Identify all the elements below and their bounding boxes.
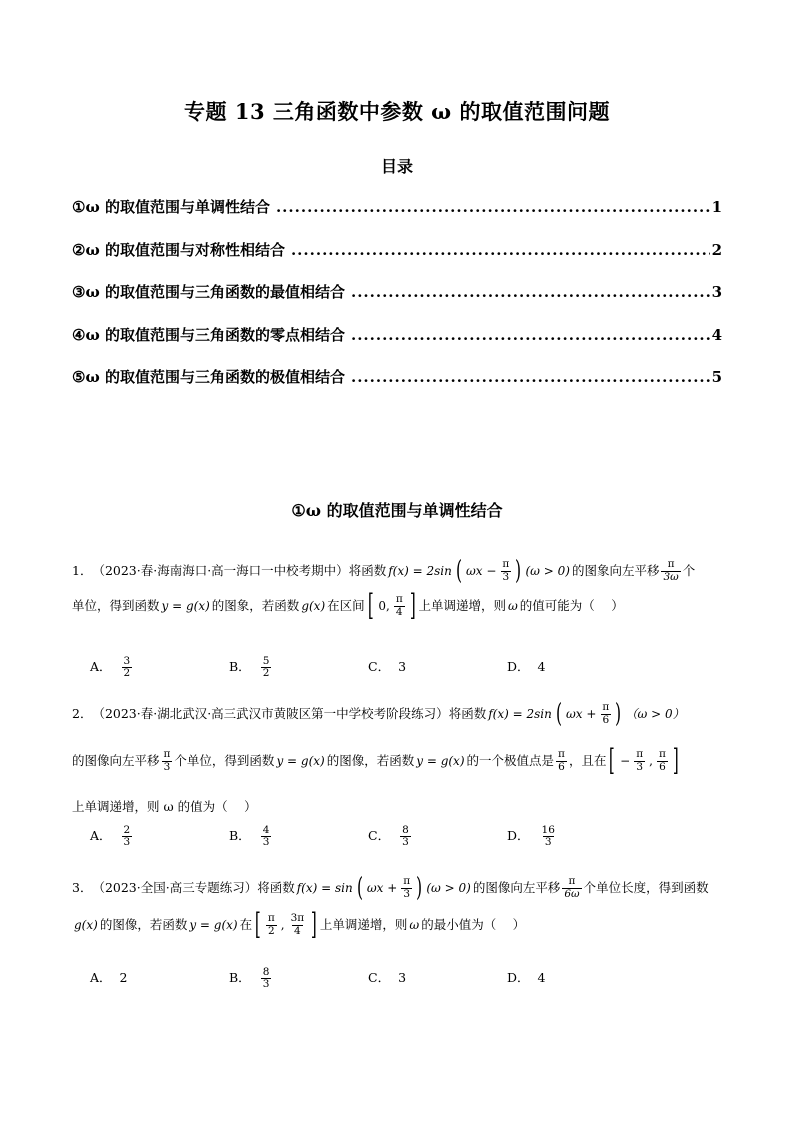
denominator: 3ω	[663, 570, 679, 583]
function-expression: y = g(x)	[161, 599, 210, 613]
toc-entry-label: ④ω 的取值范围与三角函数的零点相结合	[72, 325, 345, 344]
condition: (ω > 0)	[426, 881, 471, 895]
numerator: 3π	[290, 912, 305, 925]
section-heading: ①ω 的取值范围与单调性结合	[291, 501, 503, 520]
interval-start: 0,	[378, 599, 390, 613]
fraction	[657, 749, 668, 772]
choice-letter: D．	[507, 970, 530, 986]
fraction	[634, 749, 645, 772]
choice-c[interactable]	[368, 656, 507, 679]
choice-letter: C．	[368, 970, 391, 986]
choice-value: 4	[537, 970, 546, 986]
question-text: 上单调递增，则	[319, 916, 408, 932]
question-1-line-2	[72, 588, 624, 623]
function-argument: ωx +	[565, 707, 597, 721]
answer-choices	[90, 656, 646, 679]
choice-letter: D．	[507, 659, 530, 675]
choice-c[interactable]	[368, 967, 507, 990]
fraction	[122, 825, 133, 848]
right-paren: )	[615, 699, 622, 729]
denominator: 3	[636, 760, 644, 773]
denominator: 2	[267, 924, 275, 937]
numerator: π	[568, 875, 576, 888]
toc-entry-label: ⑤ω 的取值范围与三角函数的极值相结合	[72, 368, 345, 386]
toc-entry-label: ②ω 的取值范围与对称性相结合	[72, 240, 285, 259]
fraction	[540, 825, 557, 848]
fraction	[661, 559, 680, 582]
question-2-line-3	[72, 801, 257, 814]
numerator: π	[267, 912, 275, 925]
numerator: 2	[123, 824, 131, 836]
fraction	[556, 749, 567, 772]
numerator: 8	[402, 824, 409, 836]
choice-b[interactable]	[229, 825, 368, 848]
question-text: 个单位长度，得到函数	[583, 879, 709, 895]
denominator: 4	[395, 605, 403, 618]
denominator: 3	[502, 570, 510, 583]
denominator: 6	[659, 760, 666, 773]
question-text: 将函数	[257, 879, 295, 895]
fraction	[600, 702, 611, 725]
choice-d[interactable]	[507, 825, 646, 848]
condition: （ω > 0）	[625, 707, 685, 721]
toc-entry[interactable]	[72, 324, 722, 367]
choice-b[interactable]	[229, 967, 368, 990]
fraction	[500, 559, 511, 582]
toc-entry-label: ①ω 的取值范围与单调性结合	[72, 198, 270, 216]
question-1-line-1	[72, 558, 695, 584]
question-text: 上单调递增，则 ω 的值为（ ）	[72, 799, 257, 814]
table-of-contents	[72, 196, 722, 409]
fraction	[162, 749, 173, 772]
numerator: π	[602, 701, 610, 714]
question-text: 在	[239, 916, 253, 932]
question-3-line-1	[72, 875, 709, 901]
question-text: 的图象向左平移	[571, 562, 660, 578]
numerator: π	[163, 748, 171, 761]
omega-symbol: ω	[409, 918, 420, 932]
choice-value: 4	[537, 659, 546, 675]
numerator: 4	[262, 824, 270, 836]
choice-c[interactable]	[368, 825, 507, 848]
question-number: 2．	[72, 705, 93, 721]
right-bracket: ]	[672, 743, 679, 778]
numerator: 3	[123, 655, 131, 667]
denominator: 3	[544, 836, 552, 849]
question-source: （2023·全国·高三专题练习）	[92, 879, 258, 895]
question-text: ，且在	[568, 752, 607, 768]
toc-entry-page: 1	[711, 198, 722, 216]
choice-b[interactable]	[229, 656, 368, 679]
toc-leader-dots	[351, 326, 710, 344]
fraction	[401, 876, 412, 899]
choice-a[interactable]	[90, 825, 229, 848]
choice-letter: A．	[90, 828, 112, 844]
question-text: 个	[682, 562, 696, 578]
toc-entry[interactable]	[72, 281, 722, 324]
toc-entry[interactable]	[72, 366, 722, 409]
toc-leader-dots	[291, 241, 710, 259]
left-paren: (	[455, 556, 462, 586]
function-expression: f(x) = 2sin	[388, 564, 452, 578]
question-text: 将函数	[448, 705, 487, 721]
numerator: π	[403, 875, 411, 888]
function-expression: y = g(x)	[189, 918, 238, 932]
question-2-line-2	[72, 743, 682, 778]
numerator: π	[658, 748, 666, 761]
toc-leader-dots	[351, 368, 710, 386]
toc-entry-page: 3	[711, 283, 722, 301]
left-paren: (	[356, 873, 363, 903]
question-text: 的图像，若函数	[326, 752, 415, 768]
denominator: 2	[262, 667, 270, 680]
numerator: 8	[262, 966, 270, 978]
denominator: 3	[262, 836, 270, 849]
function-argument: ωx −	[465, 564, 497, 578]
condition: (ω > 0)	[525, 564, 570, 578]
numerator: π	[667, 558, 675, 571]
choice-value: 2	[119, 970, 128, 986]
choice-letter: C．	[368, 828, 391, 844]
left-paren: (	[555, 699, 562, 729]
left-bracket: [	[367, 588, 374, 623]
numerator: π	[502, 558, 510, 571]
answer-choices	[90, 825, 646, 848]
fraction	[261, 967, 272, 990]
choice-letter: A．	[90, 659, 112, 675]
right-paren: )	[416, 873, 423, 903]
comma: ,	[280, 918, 285, 932]
question-text: 个单位，得到函数	[174, 752, 275, 768]
question-text: 的图象，若函数	[211, 597, 300, 613]
fraction	[562, 876, 581, 899]
toc-entry-page: 4	[711, 325, 722, 344]
denominator: 3	[262, 978, 270, 991]
toc-entry-page: 2	[711, 240, 722, 259]
fraction	[261, 825, 272, 848]
question-number: 3．	[72, 879, 93, 895]
choice-d[interactable]	[507, 656, 646, 679]
function-argument: ωx +	[366, 881, 398, 895]
choice-d[interactable]	[507, 967, 646, 990]
page-title: 专题 13 三角函数中参数 ω 的取值范围问题	[184, 99, 610, 124]
right-paren: )	[515, 556, 522, 586]
fraction	[266, 913, 277, 936]
toc-leader-dots	[351, 283, 710, 301]
answer-choices	[90, 967, 646, 990]
function-expression: y = g(x)	[276, 754, 325, 768]
numerator: π	[395, 593, 403, 606]
function-expression: f(x) = sin	[296, 881, 353, 895]
denominator: 6ω	[564, 887, 580, 900]
choice-a[interactable]	[90, 967, 229, 990]
right-bracket: ]	[409, 588, 416, 623]
right-bracket: ]	[311, 907, 317, 942]
question-text: 单位，得到函数	[72, 597, 160, 613]
left-bracket: [	[609, 743, 616, 778]
choice-letter: B．	[229, 659, 251, 675]
fraction	[261, 656, 272, 679]
comma: ,	[649, 754, 653, 768]
toc-leader-dots	[276, 198, 710, 216]
question-text: 将函数	[348, 562, 387, 578]
denominator: 4	[294, 924, 301, 937]
toc-entry-label: ③ω 的取值范围与三角函数的最值相结合	[72, 283, 345, 301]
toc-entry[interactable]	[72, 239, 722, 282]
denominator: 3	[123, 836, 131, 849]
question-text: 的一个极值点是	[466, 752, 555, 768]
numerator: 16	[541, 824, 555, 836]
question-source: （2023·春·湖北武汉·高三武汉市黄陂区第一中学校考阶段练习）	[92, 705, 449, 721]
numerator: π	[636, 748, 644, 761]
toc-entry-page: 5	[711, 368, 722, 386]
denominator: 6	[602, 713, 610, 726]
toc-heading: 目录	[380, 157, 413, 176]
function-expression: g(x)	[301, 599, 326, 613]
denominator: 3	[403, 887, 411, 900]
choice-letter: D．	[507, 828, 530, 844]
question-3-line-2	[72, 907, 526, 942]
question-2-line-1	[72, 701, 687, 727]
question-text: 的图像向左平移	[472, 879, 561, 895]
function-expression: g(x)	[74, 918, 98, 932]
denominator: 3	[402, 836, 409, 849]
choice-a[interactable]	[90, 656, 229, 679]
fraction	[289, 913, 307, 936]
numerator: 5	[262, 655, 270, 667]
fraction	[122, 656, 133, 679]
minus-sign: −	[620, 754, 631, 768]
choice-letter: A．	[90, 970, 112, 986]
denominator: 2	[123, 667, 131, 680]
choice-letter: B．	[229, 970, 251, 986]
choice-letter: C．	[368, 659, 391, 675]
question-source: （2023·春·海南海口·高一海口一中校考期中）	[92, 562, 349, 578]
choice-value: 3	[398, 659, 407, 675]
question-text: 的最小值为（ ）	[421, 916, 526, 932]
omega-symbol: ω	[507, 599, 518, 613]
function-expression: f(x) = 2sin	[488, 707, 552, 721]
fraction	[400, 825, 411, 848]
numerator: π	[558, 748, 565, 761]
denominator: 6	[558, 760, 565, 773]
question-text: 的图像向左平移	[72, 752, 160, 768]
left-bracket: [	[255, 907, 261, 942]
question-text: 的值可能为（ ）	[519, 597, 624, 613]
fraction	[394, 594, 405, 617]
choice-letter: B．	[229, 828, 251, 844]
denominator: 3	[163, 760, 171, 773]
question-text: 上单调递增，则	[418, 597, 506, 613]
question-text: 在区间	[327, 597, 365, 613]
function-expression: y = g(x)	[416, 754, 465, 768]
choice-value: 3	[398, 970, 407, 986]
question-number: 1．	[72, 562, 93, 578]
question-text: 的图像，若函数	[99, 916, 188, 932]
toc-entry[interactable]	[72, 196, 722, 239]
